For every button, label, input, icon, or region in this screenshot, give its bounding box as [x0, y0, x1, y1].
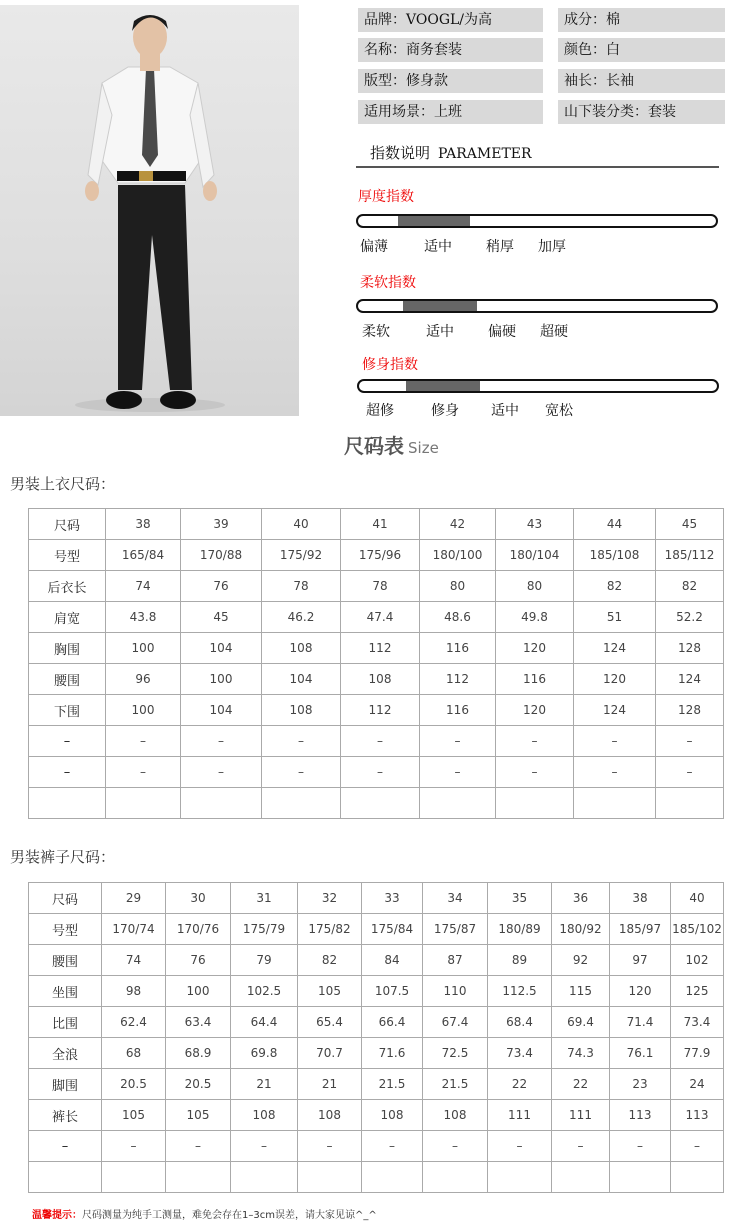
table-cell: 107.5	[362, 976, 423, 1007]
index-tick: 适中	[491, 403, 519, 419]
table-cell: 104	[181, 633, 262, 664]
table-cell: 175/84	[362, 914, 423, 945]
table-row	[29, 1100, 724, 1131]
index-tick: 稍厚	[486, 239, 514, 255]
table-row	[29, 1007, 724, 1038]
table-cell: –	[488, 1131, 552, 1162]
attribute-occasion: 适用场景：上班	[358, 100, 543, 124]
table-cell: 102.5	[231, 976, 298, 1007]
table-cell: 24	[671, 1069, 724, 1100]
table-cell: 116	[420, 695, 496, 726]
row-header-cell: 号型	[29, 914, 102, 945]
table-row	[29, 602, 724, 633]
table-cell: 82	[574, 571, 656, 602]
table-cell: 185/102	[671, 914, 724, 945]
table-row	[29, 757, 724, 788]
row-header-cell: 腰围	[29, 664, 106, 695]
table-cell: 67.4	[423, 1007, 488, 1038]
fit-index-bar	[357, 379, 719, 393]
table-cell	[298, 1162, 362, 1193]
table-cell: 30	[166, 883, 231, 914]
table-row	[29, 1162, 724, 1193]
table-cell: 82	[298, 945, 362, 976]
table-cell: 120	[496, 695, 574, 726]
index-fill	[403, 301, 477, 311]
table-row	[29, 509, 724, 540]
table-cell: 77.9	[671, 1038, 724, 1069]
attribute-value: 商务套装	[406, 42, 462, 58]
table-cell: 112	[341, 633, 420, 664]
attribute-label: 名称	[364, 42, 392, 58]
size-chart-title-cn: 尺码表	[344, 434, 404, 458]
shirt-size-table	[28, 508, 724, 819]
table-cell: 113	[610, 1100, 671, 1131]
table-cell: 97	[610, 945, 671, 976]
index-tick: 偏薄	[360, 239, 388, 255]
table-cell: 112.5	[488, 976, 552, 1007]
attribute-label: 适用场景	[364, 104, 420, 120]
table-cell: 120	[610, 976, 671, 1007]
table-cell: 40	[262, 509, 341, 540]
table-cell: 76	[166, 945, 231, 976]
index-tick: 偏硬	[488, 324, 516, 340]
index-tick: 适中	[426, 324, 454, 340]
table-cell: –	[231, 1131, 298, 1162]
table-cell: 62.4	[102, 1007, 166, 1038]
table-cell: 66.4	[362, 1007, 423, 1038]
table-cell: 39	[181, 509, 262, 540]
table-row	[29, 914, 724, 945]
table-cell: 48.6	[420, 602, 496, 633]
table-cell: 52.2	[656, 602, 724, 633]
table-cell: 125	[671, 976, 724, 1007]
measurement-tip	[32, 1206, 377, 1221]
row-header-cell: 裤长	[29, 1100, 102, 1131]
attribute-brand: 品牌：VOOGL/为高	[358, 8, 543, 32]
table-cell: 112	[341, 695, 420, 726]
table-cell: 69.8	[231, 1038, 298, 1069]
table-cell: –	[496, 726, 574, 757]
table-cell: 38	[610, 883, 671, 914]
table-cell: 71.6	[362, 1038, 423, 1069]
pants-size-title: 男装裤子尺码：	[10, 848, 116, 866]
table-cell: –	[420, 726, 496, 757]
table-cell: –	[106, 726, 181, 757]
table-cell: 45	[181, 602, 262, 633]
table-cell: 71.4	[610, 1007, 671, 1038]
table-cell: 180/89	[488, 914, 552, 945]
row-header-cell: 坐围	[29, 976, 102, 1007]
table-cell: 98	[102, 976, 166, 1007]
index-tick: 适中	[424, 239, 452, 255]
table-cell	[574, 788, 656, 819]
table-cell: 20.5	[166, 1069, 231, 1100]
table-cell: 111	[488, 1100, 552, 1131]
table-row	[29, 1131, 724, 1162]
table-cell: –	[166, 1131, 231, 1162]
table-cell: 108	[341, 664, 420, 695]
table-cell: 44	[574, 509, 656, 540]
table-cell: 38	[106, 509, 181, 540]
table-cell: –	[181, 726, 262, 757]
table-cell: 115	[552, 976, 610, 1007]
table-cell: 40	[671, 883, 724, 914]
table-cell: 108	[231, 1100, 298, 1131]
table-row	[29, 695, 724, 726]
table-row	[29, 633, 724, 664]
index-fill	[406, 381, 480, 391]
product-photo	[0, 5, 299, 416]
table-cell: 113	[671, 1100, 724, 1131]
attribute-label: 袖长	[564, 73, 592, 89]
table-cell: 105	[166, 1100, 231, 1131]
table-cell: 175/82	[298, 914, 362, 945]
table-cell: 185/112	[656, 540, 724, 571]
table-cell: 63.4	[166, 1007, 231, 1038]
thickness-index-bar	[356, 214, 718, 228]
row-header-cell: –	[29, 1131, 102, 1162]
attribute-value: VOOGL/为高	[406, 12, 493, 28]
table-cell: –	[262, 726, 341, 757]
table-cell: 51	[574, 602, 656, 633]
row-header-cell: 胸围	[29, 633, 106, 664]
table-cell: 32	[298, 883, 362, 914]
table-cell: 74	[102, 945, 166, 976]
table-cell: 108	[298, 1100, 362, 1131]
index-tick: 修身	[431, 403, 459, 419]
table-cell: 20.5	[102, 1069, 166, 1100]
index-tick: 超硬	[540, 324, 568, 340]
attribute-fit: 版型：修身款	[358, 69, 543, 93]
attribute-value: 长袖	[606, 73, 634, 89]
table-cell: 124	[656, 664, 724, 695]
table-cell: 69.4	[552, 1007, 610, 1038]
table-cell: 112	[420, 664, 496, 695]
table-cell: 92	[552, 945, 610, 976]
table-cell: 185/108	[574, 540, 656, 571]
table-cell: –	[610, 1131, 671, 1162]
thickness-index-label: 厚度指数	[358, 189, 414, 205]
table-cell: 120	[574, 664, 656, 695]
table-cell	[102, 1162, 166, 1193]
table-row	[29, 1038, 724, 1069]
table-cell: –	[102, 1131, 166, 1162]
table-cell: 68.4	[488, 1007, 552, 1038]
table-row	[29, 883, 724, 914]
size-chart-title	[344, 430, 439, 459]
row-header-cell: 尺码	[29, 883, 102, 914]
table-cell: 105	[298, 976, 362, 1007]
parameter-title	[370, 142, 532, 163]
row-header-cell: 下围	[29, 695, 106, 726]
attribute-label: 成分	[564, 12, 592, 28]
table-cell: 45	[656, 509, 724, 540]
table-cell: 80	[496, 571, 574, 602]
table-row	[29, 945, 724, 976]
table-cell: 175/92	[262, 540, 341, 571]
table-cell: 76	[181, 571, 262, 602]
table-cell: 68	[102, 1038, 166, 1069]
table-cell: 49.8	[496, 602, 574, 633]
table-cell: –	[262, 757, 341, 788]
table-cell: 21.5	[362, 1069, 423, 1100]
table-cell	[496, 788, 574, 819]
attribute-label: 品牌	[364, 12, 392, 28]
table-cell: 170/74	[102, 914, 166, 945]
table-cell: 96	[106, 664, 181, 695]
attribute-sleeve: 袖长：长袖	[558, 69, 725, 93]
table-cell	[362, 1162, 423, 1193]
table-cell: 108	[423, 1100, 488, 1131]
table-cell: 76.1	[610, 1038, 671, 1069]
table-cell: –	[181, 757, 262, 788]
table-cell: –	[656, 726, 724, 757]
softness-index-bar	[356, 299, 718, 313]
table-cell: 72.5	[423, 1038, 488, 1069]
table-cell: 111	[552, 1100, 610, 1131]
table-cell	[181, 788, 262, 819]
row-header-cell: –	[29, 726, 106, 757]
table-cell: 128	[656, 633, 724, 664]
table-cell: 180/104	[496, 540, 574, 571]
table-cell: 79	[231, 945, 298, 976]
attribute-value: 修身款	[406, 73, 448, 89]
table-cell: 23	[610, 1069, 671, 1100]
row-header-cell	[29, 1162, 102, 1193]
table-cell: 175/79	[231, 914, 298, 945]
table-cell: 108	[362, 1100, 423, 1131]
table-cell: 43	[496, 509, 574, 540]
divider	[356, 166, 719, 168]
table-cell: 34	[423, 883, 488, 914]
table-cell	[262, 788, 341, 819]
index-tick: 加厚	[538, 239, 566, 255]
table-cell: 104	[181, 695, 262, 726]
table-cell: –	[362, 1131, 423, 1162]
table-cell: 100	[106, 695, 181, 726]
row-header-cell: 号型	[29, 540, 106, 571]
table-cell: 87	[423, 945, 488, 976]
table-cell: 35	[488, 883, 552, 914]
attribute-color: 颜色：白	[558, 38, 725, 62]
table-cell: 78	[262, 571, 341, 602]
table-cell: 170/76	[166, 914, 231, 945]
table-cell: 165/84	[106, 540, 181, 571]
table-cell: 120	[496, 633, 574, 664]
table-cell: 21	[298, 1069, 362, 1100]
table-cell	[166, 1162, 231, 1193]
table-cell: 108	[262, 695, 341, 726]
attribute-composition: 成分：棉	[558, 8, 725, 32]
attribute-label: 山下装分类	[564, 104, 634, 120]
index-tick: 超修	[366, 403, 394, 419]
attribute-value: 棉	[606, 12, 620, 28]
row-header-cell: 全浪	[29, 1038, 102, 1069]
attribute-value: 套装	[648, 104, 676, 120]
row-header-cell: –	[29, 757, 106, 788]
table-cell	[341, 788, 420, 819]
table-cell: 116	[496, 664, 574, 695]
index-tick: 宽松	[545, 403, 573, 419]
pants-size-table	[28, 882, 724, 1193]
table-cell: 175/87	[423, 914, 488, 945]
table-cell: 180/100	[420, 540, 496, 571]
table-cell: 42	[420, 509, 496, 540]
row-header-cell	[29, 788, 106, 819]
table-cell: –	[574, 726, 656, 757]
table-cell: 124	[574, 633, 656, 664]
table-cell: 80	[420, 571, 496, 602]
table-cell: 73.4	[488, 1038, 552, 1069]
table-cell	[610, 1162, 671, 1193]
table-cell: 47.4	[341, 602, 420, 633]
shirt-size-title: 男装上衣尺码：	[10, 475, 116, 493]
table-cell: –	[496, 757, 574, 788]
row-header-cell: 尺码	[29, 509, 106, 540]
table-cell: 65.4	[298, 1007, 362, 1038]
table-cell: 78	[341, 571, 420, 602]
table-cell: 108	[262, 633, 341, 664]
table-cell	[656, 788, 724, 819]
table-cell: 100	[181, 664, 262, 695]
table-cell: 43.8	[106, 602, 181, 633]
table-cell: 175/96	[341, 540, 420, 571]
table-cell: –	[341, 757, 420, 788]
table-row	[29, 1069, 724, 1100]
table-cell: 22	[488, 1069, 552, 1100]
table-cell: 84	[362, 945, 423, 976]
model-illustration	[0, 5, 299, 416]
table-cell: 41	[341, 509, 420, 540]
table-cell: 110	[423, 976, 488, 1007]
table-cell	[420, 788, 496, 819]
table-cell: 128	[656, 695, 724, 726]
table-row	[29, 540, 724, 571]
table-cell: –	[106, 757, 181, 788]
size-chart-title-en: Size	[408, 439, 439, 457]
table-cell: 21.5	[423, 1069, 488, 1100]
table-cell: –	[574, 757, 656, 788]
tip-warning: 温馨提示：	[32, 1210, 82, 1221]
table-cell: –	[423, 1131, 488, 1162]
table-cell: 180/92	[552, 914, 610, 945]
table-cell: 74.3	[552, 1038, 610, 1069]
table-cell: 100	[166, 976, 231, 1007]
table-cell: –	[552, 1131, 610, 1162]
softness-index-label: 柔软指数	[360, 275, 416, 291]
table-cell: 116	[420, 633, 496, 664]
row-header-cell: 脚围	[29, 1069, 102, 1100]
tip-text: 尺码测量为纯手工测量，难免会存在1–3cm误差，请大家见谅^_^	[82, 1210, 377, 1221]
fit-index-label: 修身指数	[362, 357, 418, 373]
row-header-cell: 后衣长	[29, 571, 106, 602]
index-tick: 柔软	[362, 324, 390, 340]
attribute-label: 颜色	[564, 42, 592, 58]
table-cell: 124	[574, 695, 656, 726]
table-row	[29, 788, 724, 819]
attribute-category: 山下装分类：套装	[558, 100, 725, 124]
table-cell: 68.9	[166, 1038, 231, 1069]
table-cell: 70.7	[298, 1038, 362, 1069]
attribute-label: 版型	[364, 73, 392, 89]
table-cell: 22	[552, 1069, 610, 1100]
table-row	[29, 664, 724, 695]
table-cell: 102	[671, 945, 724, 976]
table-cell: 74	[106, 571, 181, 602]
row-header-cell: 比围	[29, 1007, 102, 1038]
table-row	[29, 976, 724, 1007]
row-header-cell: 肩宽	[29, 602, 106, 633]
table-cell: 64.4	[231, 1007, 298, 1038]
attribute-name: 名称：商务套装	[358, 38, 543, 62]
table-row	[29, 726, 724, 757]
table-cell: 82	[656, 571, 724, 602]
table-cell: –	[671, 1131, 724, 1162]
table-cell: 170/88	[181, 540, 262, 571]
table-cell: 100	[106, 633, 181, 664]
attribute-value: 白	[606, 42, 620, 58]
parameter-title-en: PARAMETER	[438, 146, 532, 162]
table-cell: –	[298, 1131, 362, 1162]
table-cell	[552, 1162, 610, 1193]
attribute-value: 上班	[434, 104, 462, 120]
table-cell: 33	[362, 883, 423, 914]
table-cell: –	[341, 726, 420, 757]
table-cell: 89	[488, 945, 552, 976]
table-cell: 46.2	[262, 602, 341, 633]
table-cell	[671, 1162, 724, 1193]
table-cell: –	[656, 757, 724, 788]
table-cell: 29	[102, 883, 166, 914]
table-cell: –	[420, 757, 496, 788]
table-cell	[106, 788, 181, 819]
table-row	[29, 571, 724, 602]
table-cell	[423, 1162, 488, 1193]
table-cell: 36	[552, 883, 610, 914]
table-cell	[231, 1162, 298, 1193]
table-cell: 185/97	[610, 914, 671, 945]
table-cell: 31	[231, 883, 298, 914]
parameter-title-cn: 指数说明	[370, 144, 431, 162]
index-fill	[398, 216, 470, 226]
row-header-cell: 腰围	[29, 945, 102, 976]
table-cell: 104	[262, 664, 341, 695]
table-cell: 105	[102, 1100, 166, 1131]
table-cell: 21	[231, 1069, 298, 1100]
table-cell	[488, 1162, 552, 1193]
table-cell: 73.4	[671, 1007, 724, 1038]
